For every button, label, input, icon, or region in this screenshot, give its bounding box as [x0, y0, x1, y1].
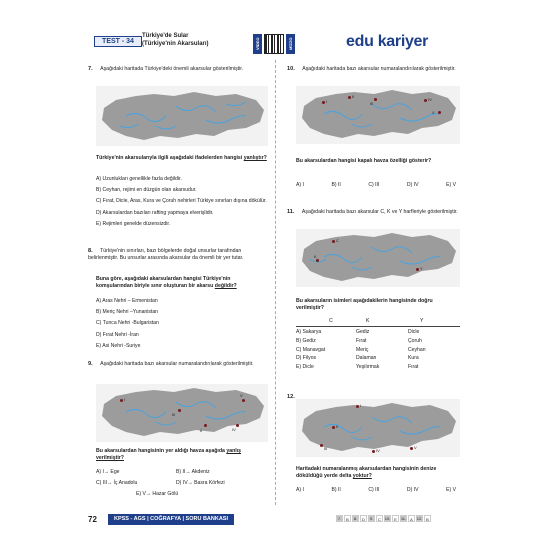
answer-letter: B	[424, 515, 431, 522]
turkey-map	[96, 86, 268, 146]
question-intro: Aşağıdaki haritada bazı akarsular C, K ve Y harfleriyle gösterilmiştir.	[301, 209, 458, 215]
option-a[interactable]: A) I→ Ege	[96, 469, 120, 475]
option-d[interactable]: D) IV→ Basra Körfezi	[176, 480, 225, 487]
map-marker	[348, 96, 351, 99]
stem-text: Bu akarsulardan hangisinin yer aldığı havza aşağıda	[96, 448, 225, 454]
page-number: 72	[88, 515, 97, 524]
question-intro: Aşağıdaki haritada Türkiye'deki önemli akarsular gösterilmiştir.	[100, 66, 244, 72]
table-row[interactable]: B) Gediz Fırat Çoruh	[296, 337, 422, 344]
q10-options	[296, 182, 456, 188]
answer-number: 7.	[337, 516, 342, 521]
column-header-y: Y	[420, 318, 424, 324]
map-label: V	[432, 110, 435, 115]
map-marker	[356, 403, 362, 408]
subtitle-line-1: Türkiye'de Sular	[142, 33, 189, 39]
map-label: II	[336, 424, 339, 429]
mizzo-tab[interactable]: MİZZO	[286, 34, 295, 54]
option-a[interactable]: A) Aras Nehri – Ermenistan	[96, 298, 158, 304]
option-b[interactable]: B) II	[331, 487, 341, 493]
map-label: IV	[232, 427, 236, 432]
map-marker	[332, 240, 335, 243]
stem-text: Haritadaki numaralanmış akarsulardan hangisinin denize döküldüğü yerde delta	[296, 466, 437, 480]
test-subtitle	[142, 33, 209, 48]
map-label: Y	[420, 266, 423, 271]
answer-letter: C	[376, 515, 383, 522]
option-a[interactable]: A) I	[296, 182, 304, 188]
question-number: 10.	[287, 66, 295, 72]
stem-text: Bu akarsulardan hangisi kapalı havza özelliği gösterir?	[296, 158, 432, 164]
brand-logo: edu kariyer	[346, 33, 429, 50]
column-header-k: K	[366, 318, 370, 324]
map-label: II	[352, 94, 355, 99]
question-12-stem	[296, 466, 460, 480]
question-10	[287, 66, 462, 73]
option-e[interactable]: E) V	[446, 182, 456, 188]
option-d[interactable]: D) IV	[406, 182, 419, 188]
option-e[interactable]: E) V→ Hazar Gölü	[136, 491, 179, 498]
question-intro: Türkiye'nin sınırları, bazı bölgelerde doğal unsurlar tarafından belirlenmiştir. Bu unsurlar arasında akarsular da önemli bir yer tutar.	[88, 248, 244, 262]
table-header	[296, 318, 460, 324]
map-marker	[410, 447, 413, 450]
table-row[interactable]: E) Dicle Yeşilırmak Fırat	[296, 364, 419, 371]
question-8	[88, 248, 268, 262]
stem-emphasis: yoktur?	[352, 473, 372, 480]
map-label: K	[314, 254, 317, 259]
answer-number: 8.	[353, 516, 358, 521]
map-label: C	[336, 238, 339, 243]
stem-emphasis: yanlıştır?	[243, 155, 267, 161]
map-marker	[204, 424, 207, 427]
stem-emphasis: değildir?	[214, 283, 237, 290]
option-d[interactable]: D) Akarsulardan bazıları rafting yapmaya elverişlidir.	[96, 209, 214, 216]
answer-number: 9.	[369, 516, 374, 521]
question-7	[88, 66, 268, 73]
column-divider	[275, 60, 276, 505]
q8-options	[96, 298, 268, 349]
map-label: I	[360, 403, 362, 408]
answer-letter: D	[360, 515, 367, 522]
option-a[interactable]: A) Uzunlukları genellikle fazla değildir.	[96, 176, 182, 182]
question-number: 9.	[88, 361, 93, 367]
turkey-map	[296, 229, 460, 287]
option-c[interactable]: C) III	[368, 182, 380, 188]
option-b[interactable]: B) II	[331, 182, 341, 188]
option-b[interactable]: B) Ceyhan, rejimi en düzgün olan akarsudur.	[96, 187, 197, 194]
map-label: IV	[376, 448, 380, 453]
map-label: III	[324, 446, 328, 451]
footer-title: KPSS - AGS | COĞRAFYA | SORU BANKASI	[108, 514, 234, 525]
map-marker	[424, 99, 427, 102]
map-marker	[322, 99, 328, 104]
option-e[interactable]: E) Asi Nehri -Suriye	[96, 342, 141, 349]
answer-number: 12.	[416, 516, 423, 521]
map-marker	[242, 399, 245, 402]
question-8-stem	[96, 276, 268, 290]
map-marker	[178, 409, 181, 412]
answer-letter: A	[408, 515, 415, 522]
map-label: III	[370, 101, 374, 106]
option-c[interactable]: C) III	[368, 487, 380, 493]
map-marker	[416, 268, 419, 271]
stem-text: Bu akarsuların isimleri aşağıdakilerin hangisinde doğru verilmiştir?	[296, 298, 433, 312]
map-marker	[374, 98, 377, 101]
option-d[interactable]: D) Fırat Nehri -İran	[96, 331, 139, 338]
map-label: V	[240, 393, 243, 398]
map-label: II	[200, 428, 203, 433]
question-number: 8.	[88, 248, 93, 254]
q11-answer-table	[296, 318, 460, 370]
table-row[interactable]: A) Sakarya Gediz Dicle	[296, 329, 420, 336]
test-number-box: TEST - 34	[94, 36, 142, 47]
question-number: 12.	[287, 394, 295, 400]
qr-code[interactable]	[264, 34, 284, 54]
question-7-stem	[96, 155, 268, 162]
table-row[interactable]: D) Filyos Dalaman Kura	[296, 355, 419, 362]
map-marker	[316, 259, 319, 262]
option-e[interactable]: E) V	[446, 487, 456, 493]
question-11	[287, 209, 462, 216]
map-marker	[332, 426, 335, 429]
question-9-stem	[96, 448, 268, 462]
option-b[interactable]: B) II→ Akdeniz	[176, 469, 210, 475]
q9-options	[96, 469, 268, 498]
turkey-map	[296, 86, 460, 144]
question-9	[88, 361, 268, 368]
q7-options	[96, 176, 268, 227]
map-label: V	[414, 445, 417, 450]
option-d[interactable]: D) IV	[406, 487, 419, 493]
video-tab[interactable]: VİDEO	[253, 34, 262, 54]
map-marker	[372, 450, 375, 453]
option-c[interactable]: C) Tunca Nehri -Bulgaristan	[96, 320, 159, 327]
map-marker	[236, 424, 239, 427]
answer-letter: E	[392, 515, 399, 522]
option-c[interactable]: C) III→ İç Anadolu	[96, 480, 138, 487]
option-b[interactable]: B) Meriç Nehri –Yunanistan	[96, 309, 159, 316]
stem-text: Buna göre, aşağıdaki akarsulardan hangisi Türkiye'nin komşularından biriyle sınır oluşturan bir akarsu	[96, 276, 231, 290]
question-intro: Aşağıdaki haritada bazı akarsular numaralandırılarak gösterilmiştir.	[100, 361, 254, 367]
option-a[interactable]: A) I	[296, 487, 304, 493]
map-marker	[438, 111, 441, 114]
map-marker	[320, 444, 323, 447]
question-number: 7.	[88, 66, 93, 72]
answer-letter: B	[344, 515, 351, 522]
question-number: 11.	[287, 209, 295, 215]
question-intro: Aşağıdaki haritada bazı akarsular numaralandırılarak gösterilmiştir.	[302, 66, 456, 72]
map-label: I	[326, 99, 328, 104]
option-c[interactable]: C) Fırat, Dicle, Aras, Kura ve Çoruh nehirleri Türkiye sınırları dışına dökülür.	[96, 198, 267, 205]
subtitle-line-2: (Türkiye'nin Akarsuları)	[142, 40, 209, 47]
map-label: III	[172, 412, 176, 417]
stem-text: Türkiye'nin akarsularıyla ilgili aşağıdaki ifadelerden hangisi	[96, 155, 243, 161]
option-e[interactable]: E) Rejimleri genelde düzensizdir.	[96, 220, 171, 227]
answer-number: 10.	[384, 516, 391, 521]
answer-key	[336, 515, 431, 522]
table-row[interactable]: C) Manavgat Meriç Ceyhan	[296, 346, 426, 353]
map-label: I	[124, 397, 126, 402]
map-label: IV	[428, 97, 432, 102]
q12-options	[296, 487, 456, 493]
stem-emphasis: yanlış verilmiştir?	[96, 448, 242, 462]
answer-number: 11.	[400, 516, 407, 521]
column-header-c: C	[329, 318, 333, 324]
question-10-stem	[296, 158, 460, 165]
question-11-stem	[296, 298, 460, 312]
map-marker	[120, 397, 126, 402]
